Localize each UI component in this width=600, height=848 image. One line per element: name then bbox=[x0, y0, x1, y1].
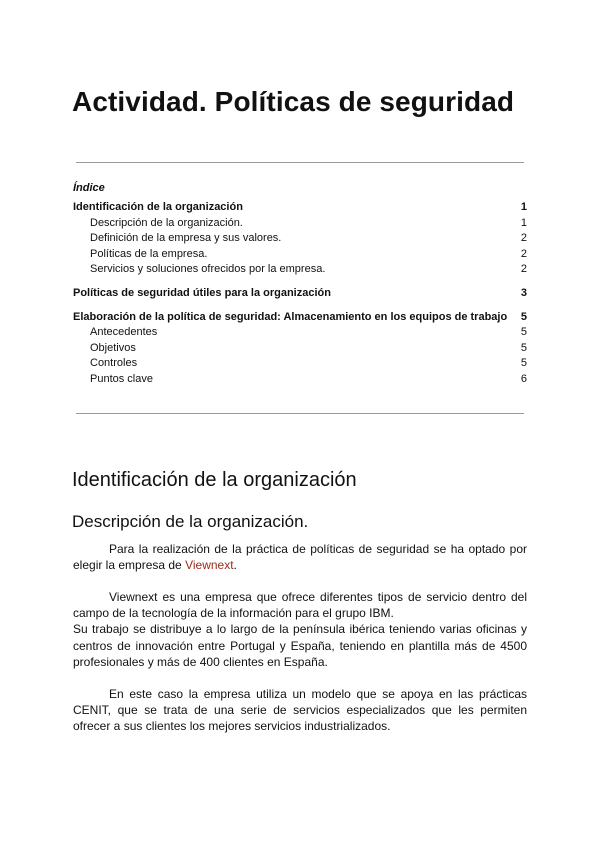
toc-entry[interactable] bbox=[73, 341, 527, 357]
toc-entry[interactable] bbox=[73, 231, 527, 247]
toc-entry[interactable] bbox=[73, 262, 527, 278]
toc-entry[interactable] bbox=[73, 200, 527, 216]
toc-entry-page: 3 bbox=[520, 286, 527, 299]
horizontal-rule-top bbox=[76, 162, 524, 163]
toc-entry-page: 2 bbox=[520, 263, 527, 276]
document-title: Actividad. Políticas de seguridad bbox=[72, 86, 515, 117]
toc-entry-label: Antecedentes bbox=[90, 326, 158, 339]
toc-entry-label: Objetivos bbox=[90, 341, 136, 354]
toc-entry[interactable] bbox=[73, 247, 527, 263]
paragraph bbox=[73, 541, 527, 573]
paragraph: Su trabajo se distribuye a lo largo de la península ibérica teniendo varias oficinas y centros de innovación entre Portugal y España, teniendo en plantilla más de 4500 profesionales y más de 400 clientes en España. bbox=[73, 622, 527, 669]
paragraph: Viewnext es una empresa que ofrece diferentes tipos de servicio dentro del campo de la tecnología de la información para el grupo IBM. bbox=[73, 590, 527, 621]
viewnext-link[interactable]: Viewnext bbox=[185, 558, 234, 573]
toc-entry-page: 2 bbox=[520, 232, 527, 245]
subsection-heading: Descripción de la organización. bbox=[72, 512, 309, 531]
toc-entry-label: Definición de la empresa y sus valores. bbox=[90, 232, 282, 245]
toc-entry-label: Políticas de seguridad útiles para la organización bbox=[73, 286, 331, 299]
toc-entry-page: 2 bbox=[520, 247, 527, 260]
toc-entry[interactable] bbox=[73, 286, 527, 302]
toc-entry-label: Políticas de la empresa. bbox=[90, 247, 208, 260]
toc-entry-label: Puntos clave bbox=[90, 372, 153, 385]
horizontal-rule-bottom bbox=[76, 413, 524, 414]
paragraph: En este caso la empresa utiliza un modelo que se apoya en las prácticas CENIT, que se trata de una serie de servicios especializados que les permiten ofrecer a sus clientes los mejores servicios industrializados. bbox=[73, 687, 527, 734]
toc-entry-label: Identificación de la organización bbox=[73, 201, 243, 213]
section-heading: Identificación de la organización bbox=[72, 469, 357, 491]
toc-entry-page: 5 bbox=[520, 326, 527, 339]
paragraph-block-1 bbox=[73, 541, 527, 573]
toc-entry[interactable] bbox=[73, 310, 527, 326]
toc-entry-page: 5 bbox=[520, 310, 527, 323]
toc-entry[interactable] bbox=[73, 325, 527, 341]
table-of-contents bbox=[73, 200, 527, 388]
toc-entry-label: Descripción de la organización. bbox=[90, 216, 243, 229]
toc-heading: Índice bbox=[73, 182, 105, 194]
paragraph-block-2 bbox=[73, 589, 527, 670]
toc-entry-label: Servicios y soluciones ofrecidos por la empresa. bbox=[90, 263, 326, 276]
paragraph-text: Para la realización de la práctica de políticas de seguridad se ha optado por elegir la empresa de bbox=[73, 542, 527, 573]
toc-entry[interactable] bbox=[73, 216, 527, 232]
paragraph-end: . bbox=[233, 558, 237, 573]
toc-entry-page: 5 bbox=[520, 357, 527, 370]
toc-entry[interactable] bbox=[73, 356, 527, 372]
toc-entry-label: Elaboración de la política de seguridad: Almacenamiento en los equipos de trabajo bbox=[73, 310, 508, 323]
toc-entry-page: 6 bbox=[520, 372, 527, 385]
toc-entry-label: Controles bbox=[90, 357, 138, 370]
toc-entry-page: 5 bbox=[520, 341, 527, 354]
toc-entry-page: 1 bbox=[520, 216, 527, 229]
toc-entry[interactable] bbox=[73, 372, 527, 388]
paragraph-block-3 bbox=[73, 686, 527, 735]
toc-entry-page: 1 bbox=[520, 201, 527, 213]
